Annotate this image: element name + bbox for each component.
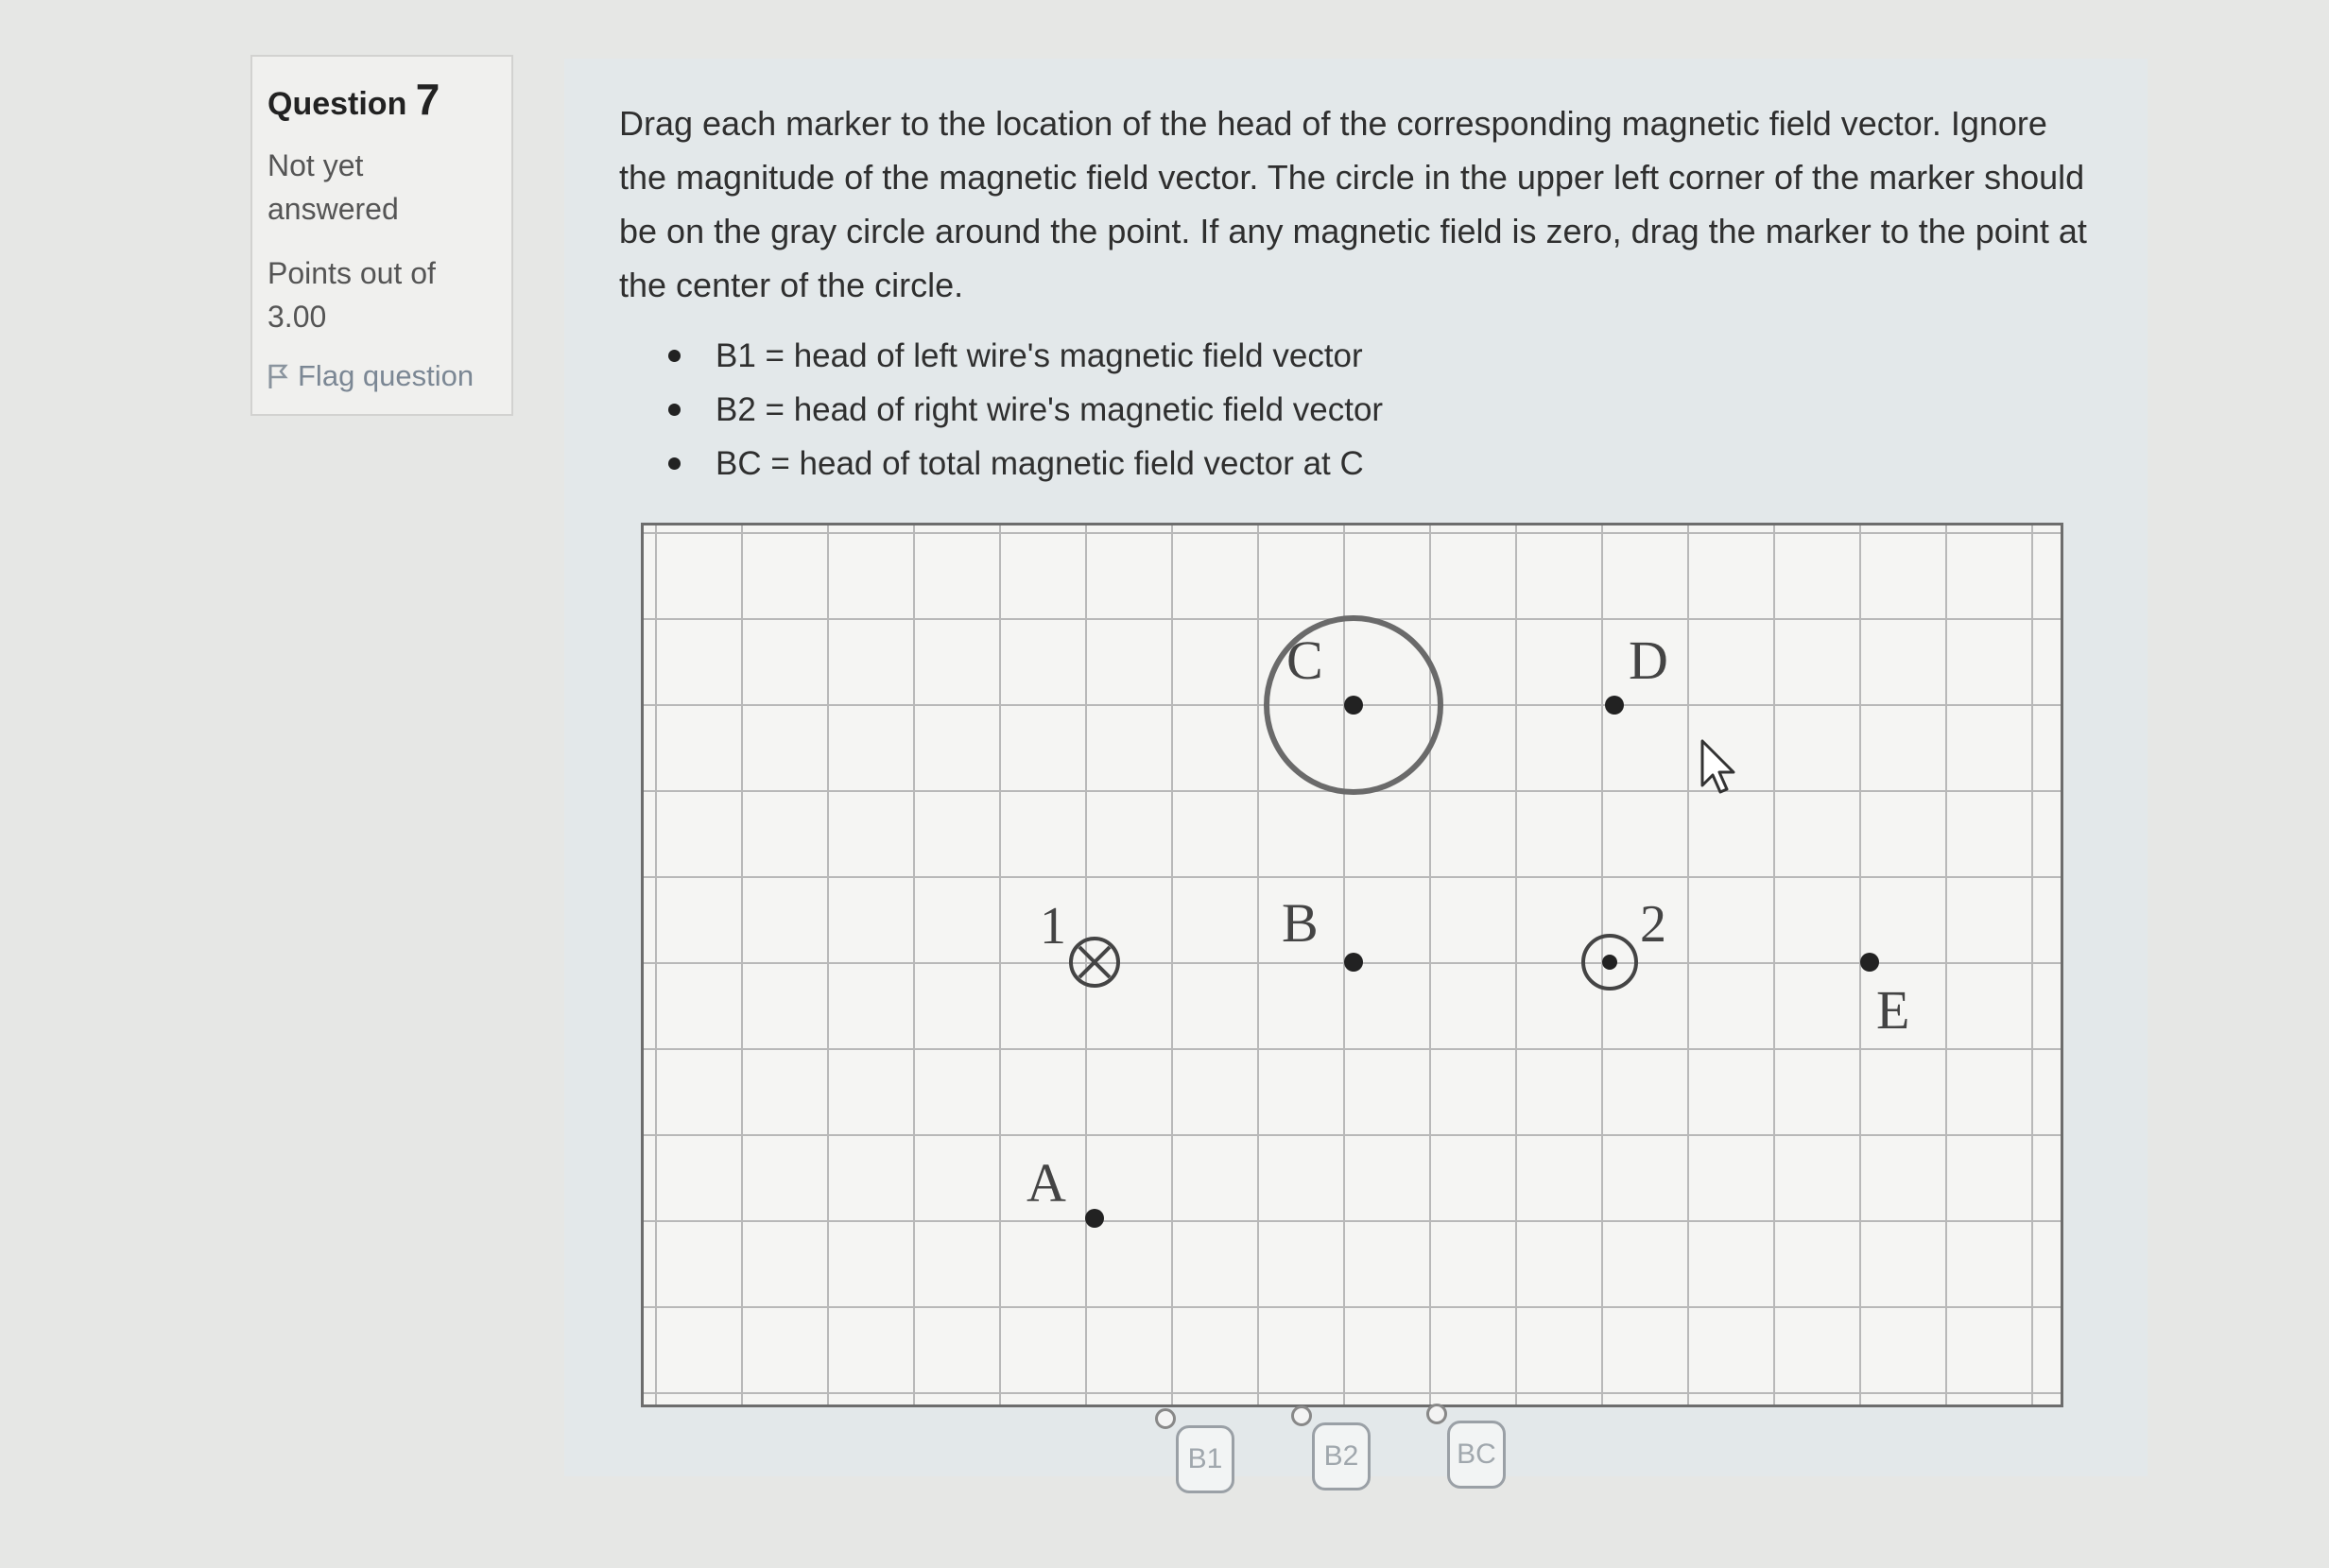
point-b: [1344, 953, 1363, 972]
point-a: [1085, 1209, 1104, 1228]
label-b: B: [1282, 892, 1319, 954]
label-wire-2: 2: [1640, 895, 1666, 954]
marker-label-b2: B2: [1312, 1422, 1371, 1490]
label-c: C: [1286, 629, 1323, 691]
grid-diagram: [644, 526, 2061, 1404]
marker-handle-circle[interactable]: [1426, 1404, 1447, 1424]
flag-question-label: Flag question: [298, 359, 474, 392]
label-d: D: [1629, 629, 1668, 691]
marker-definitions: [619, 329, 2148, 491]
marker-handle-circle[interactable]: [1291, 1405, 1312, 1426]
marker-handle-circle[interactable]: [1155, 1408, 1176, 1429]
question-label: Question: [267, 86, 407, 122]
bullet-bc: BC = head of total magnetic field vector at C: [668, 437, 2148, 491]
bullet-b2: B2 = head of right wire's magnetic field vector: [668, 383, 2148, 437]
label-e: E: [1876, 979, 1910, 1041]
point-c: [1344, 696, 1363, 715]
question-title: [267, 74, 511, 125]
question-prompt: Drag each marker to the location of the head of the corresponding magnetic field vector. Ignore the magnitude of the magnetic field vector. The circle in the upper left corner of the marker should be on the gray circle around the point. If any magnetic field is zero, drag the marker to the point at the center of the circle.: [619, 104, 2087, 304]
flag-icon: [267, 363, 288, 389]
point-d: [1605, 696, 1624, 715]
question-number: 7: [415, 75, 440, 124]
draggable-marker-bc[interactable]: [1426, 1404, 1511, 1489]
marker-label-bc: BC: [1447, 1421, 1506, 1489]
question-info-panel: [250, 55, 513, 416]
drop-zone-diagram[interactable]: [641, 523, 2063, 1407]
bullet-b1: B1 = head of left wire's magnetic field vector: [668, 329, 2148, 383]
mouse-cursor-icon: [1702, 741, 1734, 792]
point-e: [1860, 953, 1879, 972]
question-points: Points out of 3.00: [267, 256, 436, 334]
draggable-marker-b1[interactable]: [1155, 1408, 1240, 1493]
draggable-marker-b2[interactable]: [1291, 1405, 1376, 1490]
label-wire-1: 1: [1040, 897, 1066, 956]
flag-question-link[interactable]: [267, 359, 511, 393]
label-a: A: [1026, 1152, 1066, 1214]
marker-label-b1: B1: [1176, 1425, 1234, 1493]
question-status: Not yet answered: [267, 148, 399, 226]
